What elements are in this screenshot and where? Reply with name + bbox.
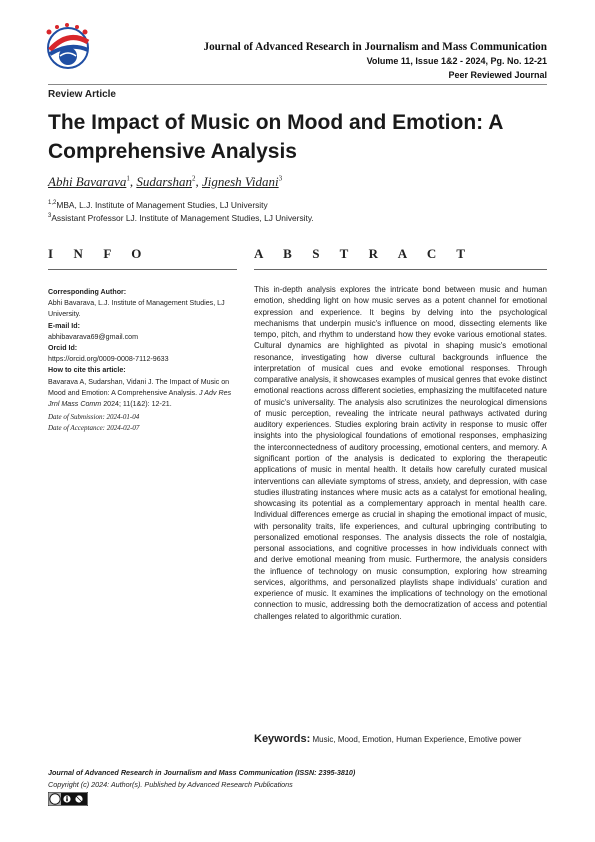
email-link[interactable]: abhibavarava69@gmail.com <box>48 332 139 341</box>
affiliation <box>48 200 268 210</box>
journal-logo-icon <box>40 20 96 76</box>
author-name[interactable]: Jignesh Vidani <box>201 174 279 189</box>
abstract-text: This in-depth analysis explores the intricate bond between music and human emotion, shedding light on how music serves as a potent channel for emotional expression and experience. It begins by delving into the psychological mechanisms that underpin music's influence on mood, dissecting elements like tempo, pitch, and rhythm to understand how they evoke various emotional states. Cultural dynamics are highlighted as pivotal in shaping music's emotional resonance, investigating how diverse cultural backgrounds influence the interpretation of musical cues and evoke emotional responses. Through comparative analysis, it showcases examples of musical genres that evoke distinct emotional reactions across different societies, emphasizing the multifaceted nature of music's universality. The analysis also scrutinizes the neurological dimensions of music perception, revealing the intricate neural pathways activated during auditory experiences. Studies exploring brain activity in response to music offer insights into the physiological foundations of emotional responses, emphasizing the interconnectedness of auditory processing, emotional centers, and memory. A significant portion of the analysis is dedicated to exploring the therapeutic applications of music in mental health. It details how carefully curated musical interventions can alleviate symptoms of stress, anxiety, and depression, with case studies illustrating instances where music acts as a catalyst for emotional healing, showcasing its potential as a complementary approach in mental health care. Individual differences emerge as crucial in shaping the emotional impact of music, with personality traits, life experiences, and cultural upbringing contributing to personalized emotional responses. The analysis dissects the role of nostalgia, personal associations, and cognitive processes in how individuals connect with and derive emotional meaning from music. Furthermore, the analysis considers the influence of technology on music consumption, exploring how streaming services, algorithms, and personalized playlists shape individuals' curation and experience of music. It examines the implications of technology on the emotional connection to music, addressing both the democratization of access and potential challenges related to algorithmic curation. <box>254 285 547 621</box>
citation-tail: 2024; 11(1&2): 12-21. <box>103 400 172 409</box>
abstract-heading: A B S T R A C T <box>254 246 474 261</box>
citation-body: Bavarava A, Sudarshan, Vidani J. The Impact of Music on Mood and Emotion: A Comprehensive Analysis. <box>48 377 230 397</box>
abstract-divider <box>254 269 547 270</box>
footer-journal: Journal of Advanced Research in Journalism and Mass Communication (ISSN: 2395-3810) <box>48 768 356 777</box>
affiliation-text: MBA, L.J. Institute of Management Studies, LJ University <box>56 200 268 210</box>
journal-name: Journal of Advanced Research in Journalism and Mass Communication <box>203 41 547 53</box>
affiliation-sup: 1,2 <box>48 200 57 207</box>
author-sup: 1 <box>126 174 130 183</box>
author-sup: 3 <box>278 174 283 183</box>
acceptance-date: Date of Acceptance: 2024-02-07 <box>48 424 140 433</box>
citation-text <box>48 377 238 411</box>
author-name[interactable]: Abhi Bavarava <box>48 174 127 189</box>
affiliation <box>48 213 314 223</box>
article-type: Review Article <box>48 89 116 100</box>
info-divider <box>48 269 237 270</box>
orcid-label: Orcid Id: <box>48 344 78 353</box>
article-title: The Impact of Music on Mood and Emotion: A Comprehensive Analysis <box>48 111 503 163</box>
footer-copyright: Copyright (c) 2024: Author(s). Published by Advanced Research Publications <box>48 780 293 789</box>
header-divider <box>48 84 547 85</box>
submission-date: Date of Submission: 2024-01-04 <box>48 413 140 422</box>
affiliation-sup: 3 <box>48 213 52 220</box>
corresponding-author-value: Abhi Bavarava, L.J. Institute of Management Studies, LJ University. <box>48 299 225 319</box>
info-heading: I N F O <box>48 246 150 261</box>
affiliation-text: Assistant Professor LJ. Institute of Management Studies, LJ University. <box>51 213 314 223</box>
volume-info: Volume 11, Issue 1&2 - 2024, Pg. No. 12-21 <box>366 56 547 66</box>
keywords-value: Music, Mood, Emotion, Human Experience, Emotive power <box>312 735 522 744</box>
keywords-label: Keywords: <box>254 733 311 745</box>
peer-reviewed-label: Peer Reviewed Journal <box>448 70 547 80</box>
orcid-link[interactable]: https://orcid.org/0009-0008-7112-9633 <box>48 355 169 364</box>
keywords <box>254 734 547 745</box>
corresponding-author-label: Corresponding Author: <box>48 288 127 296</box>
author-name[interactable]: Sudarshan <box>136 174 192 189</box>
cite-label: How to cite this article: <box>48 366 126 375</box>
info-column <box>48 287 238 435</box>
author-sup: 2 <box>191 174 196 183</box>
cc-license-icon[interactable] <box>48 792 88 806</box>
email-label: E-mail Id: <box>48 321 80 330</box>
author-list: Abhi Bavarava$^1$, Sudarshan$^2$, Jignesh Vidani$^3$ <box>48 174 283 189</box>
citation-journal: J Adv Res Jrnl Mass Comm <box>48 388 232 409</box>
